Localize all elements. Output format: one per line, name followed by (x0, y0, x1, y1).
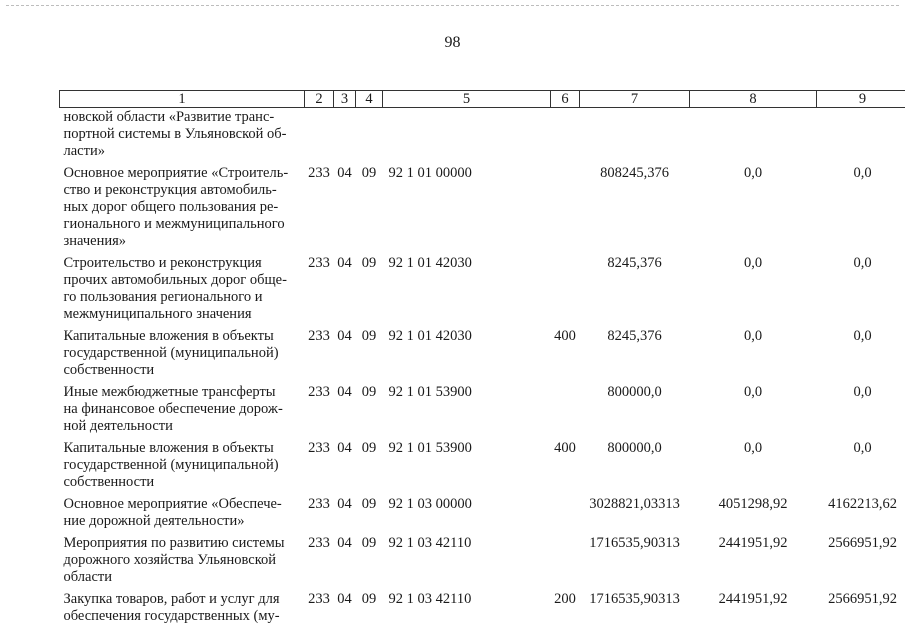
row-amount-1 (580, 108, 690, 161)
row-rz-code: 04 (337, 440, 352, 456)
row-pr-code: 09 (361, 384, 377, 400)
header-col-4: 4 (356, 91, 383, 108)
table-row (60, 491, 905, 530)
row-pr-code: 09 (361, 535, 377, 551)
table-header (60, 91, 905, 108)
row-gr-code: 233 (308, 384, 330, 400)
row-amount-1: 8245,376 (607, 328, 662, 344)
row-csr-code: 92 1 03 42110 (388, 535, 472, 551)
row-amount-1: 3028821,03313 (589, 496, 680, 512)
row-amount-2: 2441951,92 (718, 591, 788, 607)
row-name: Основное мероприятие «Обеспече- ние дорожной деятельности» (63, 496, 282, 529)
row-amount-1: 1716535,90313 (589, 535, 680, 551)
row-amount-2 (690, 108, 817, 161)
row-vr-code: 400 (554, 440, 576, 456)
row-pr-code: 09 (361, 165, 377, 181)
row-gr-code: 233 (308, 496, 330, 512)
row-amount-1: 808245,376 (600, 165, 669, 181)
row-gr-code: 233 (308, 535, 330, 551)
row-amount-1: 800000,0 (607, 440, 662, 456)
table-row (60, 435, 905, 491)
row-amount-1: 1716535,90313 (589, 591, 680, 607)
row-vr-code (551, 379, 580, 435)
row-vr-code (551, 160, 580, 250)
row-vr-code (551, 491, 580, 530)
row-name: новской области «Развитие транс- портной системы в Ульяновской об- ласти» (63, 109, 287, 159)
header-col-1: 1 (60, 91, 305, 108)
table-row (60, 250, 905, 323)
row-pr-code: 09 (361, 255, 377, 271)
row-vr-code (551, 250, 580, 323)
row-csr-code: 92 1 03 42110 (388, 591, 472, 607)
row-rz-code: 04 (337, 496, 352, 512)
row-csr-code (383, 108, 551, 161)
row-vr-code: 200 (554, 591, 576, 607)
row-vr-code (551, 530, 580, 586)
header-col-6: 6 (551, 91, 580, 108)
row-name: Основное мероприятие «Строитель- ство и реконструкция автомобиль- ных дорог общего пользования ре- гионального и межмуниципального значения» (63, 165, 289, 249)
header-col-3: 3 (334, 91, 356, 108)
header-col-7: 7 (580, 91, 690, 108)
row-gr-code: 233 (308, 165, 330, 181)
row-amount-2: 0,0 (743, 165, 763, 181)
row-gr-code: 233 (308, 255, 330, 271)
header-col-9: 9 (817, 91, 905, 108)
header-col-2: 2 (305, 91, 334, 108)
table-row (60, 160, 905, 250)
row-vr-code: 400 (554, 328, 576, 344)
row-name: Капитальные вложения в объекты государственной (муниципальной) собственности (63, 440, 279, 490)
header-row (60, 91, 905, 108)
scan-top-edge (6, 5, 899, 6)
table-row (60, 530, 905, 586)
row-amount-3: 0,0 (853, 440, 872, 456)
budget-table (59, 90, 905, 625)
row-name: Капитальные вложения в объекты государственной (муниципальной) собственности (63, 328, 279, 378)
row-amount-2: 0,0 (743, 255, 763, 271)
row-pr-code: 09 (361, 591, 377, 607)
row-rz-code: 04 (337, 165, 352, 181)
row-rz-code: 04 (337, 384, 352, 400)
row-amount-3: 2566951,92 (828, 591, 897, 607)
row-name: Иные межбюджетные трансферты на финансовое обеспечение дорож- ной деятельности (63, 384, 283, 434)
row-amount-3: 0,0 (853, 165, 872, 181)
table-row (60, 586, 905, 625)
table-row (60, 379, 905, 435)
row-gr-code (305, 108, 334, 161)
table-row (60, 108, 905, 161)
row-csr-code: 92 1 01 42030 (388, 255, 472, 271)
row-rz-code (334, 108, 356, 161)
row-amount-3: 0,0 (853, 255, 872, 271)
row-csr-code: 92 1 03 00000 (388, 496, 472, 512)
row-name: Мероприятия по развитию системы дорожного хозяйства Ульяновской области (63, 535, 285, 585)
row-gr-code: 233 (308, 440, 330, 456)
row-name: Строительство и реконструкция прочих автомобильных дорог обще- го пользования регионального и межмуниципального значения (63, 255, 287, 322)
row-name: Закупка товаров, работ и услуг для обеспечения государственных (му- (63, 591, 280, 624)
row-gr-code: 233 (308, 591, 330, 607)
row-amount-3 (817, 108, 905, 161)
row-amount-2: 2441951,92 (718, 535, 788, 551)
row-amount-2: 0,0 (743, 440, 763, 456)
row-amount-2: 0,0 (743, 328, 763, 344)
row-vr-code (551, 108, 580, 161)
header-col-5: 5 (383, 91, 551, 108)
row-amount-3: 0,0 (853, 384, 872, 400)
row-csr-code: 92 1 01 53900 (388, 384, 472, 400)
row-csr-code: 92 1 01 42030 (388, 328, 472, 344)
row-amount-3: 2566951,92 (828, 535, 897, 551)
row-amount-1: 800000,0 (607, 384, 662, 400)
row-amount-1: 8245,376 (607, 255, 662, 271)
row-pr-code (356, 108, 383, 161)
row-pr-code: 09 (361, 496, 377, 512)
row-pr-code: 09 (361, 440, 377, 456)
row-amount-3: 4162213,62 (828, 496, 897, 512)
page-number: 98 (444, 34, 461, 51)
row-rz-code: 04 (337, 328, 352, 344)
row-pr-code: 09 (361, 328, 377, 344)
row-rz-code: 04 (337, 535, 352, 551)
row-rz-code: 04 (337, 255, 352, 271)
row-gr-code: 233 (308, 328, 330, 344)
table-body (60, 108, 905, 626)
row-amount-2: 4051298,92 (718, 496, 788, 512)
table-row (60, 323, 905, 379)
row-csr-code: 92 1 01 53900 (388, 440, 472, 456)
row-csr-code: 92 1 01 00000 (388, 165, 472, 181)
row-rz-code: 04 (337, 591, 352, 607)
row-amount-3: 0,0 (853, 328, 872, 344)
header-col-8: 8 (690, 91, 817, 108)
row-amount-2: 0,0 (743, 384, 763, 400)
